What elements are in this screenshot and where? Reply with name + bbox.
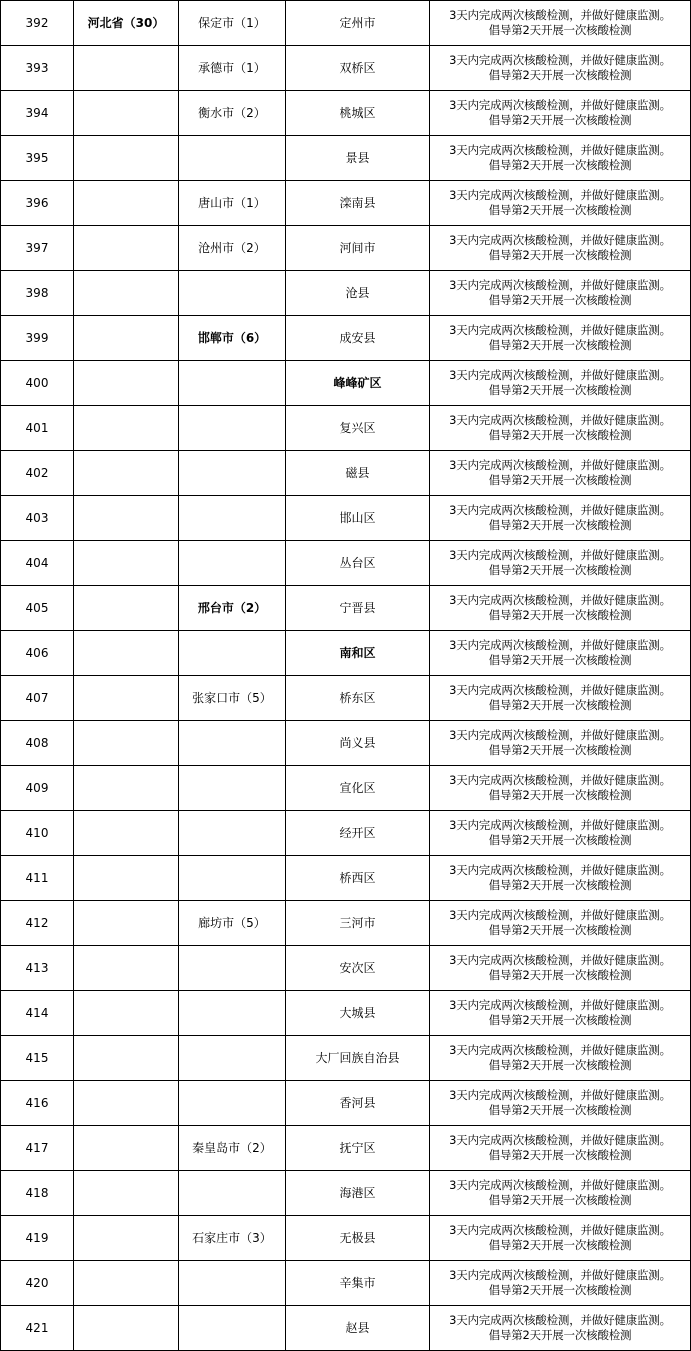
- requirement-line-2: 倡导第2天开展一次核酸检测: [488, 338, 632, 352]
- province-cell: [74, 676, 179, 721]
- row-number-cell: 415: [1, 1036, 74, 1081]
- requirement-line-2: 倡导第2天开展一次核酸检测: [488, 923, 632, 937]
- province-cell: [74, 1261, 179, 1306]
- requirement-line-2: 倡导第2天开展一次核酸检测: [488, 383, 632, 397]
- city-cell: 沧州市（2）: [179, 226, 286, 271]
- province-cell: 河北省（30）: [74, 1, 179, 46]
- city-cell: [179, 406, 286, 451]
- row-number-cell: 413: [1, 946, 74, 991]
- table-row: [1, 586, 691, 631]
- district-cell: 丛台区: [286, 541, 430, 586]
- row-number-cell: 410: [1, 811, 74, 856]
- requirement-cell: [430, 46, 691, 91]
- province-cell: [74, 361, 179, 406]
- district-cell: 南和区: [286, 631, 430, 676]
- city-cell: [179, 1036, 286, 1081]
- table-row: [1, 1081, 691, 1126]
- row-number-cell: 395: [1, 136, 74, 181]
- district-cell: 三河市: [286, 901, 430, 946]
- row-number-cell: 412: [1, 901, 74, 946]
- requirement-cell: [430, 91, 691, 136]
- city-cell: [179, 361, 286, 406]
- district-cell: 景县: [286, 136, 430, 181]
- province-cell: [74, 1216, 179, 1261]
- table-row: [1, 1036, 691, 1081]
- requirement-cell: [430, 316, 691, 361]
- district-cell: 宁晋县: [286, 586, 430, 631]
- requirement-line-1: 3天内完成两次核酸检测，并做好健康监测。: [449, 728, 671, 742]
- requirement-cell: [430, 406, 691, 451]
- row-number-cell: 409: [1, 766, 74, 811]
- table-row: [1, 316, 691, 361]
- requirement-line-2: 倡导第2天开展一次核酸检测: [488, 473, 632, 487]
- table-row: [1, 271, 691, 316]
- requirement-line-2: 倡导第2天开展一次核酸检测: [488, 698, 632, 712]
- table-row: [1, 181, 691, 226]
- requirement-cell: [430, 271, 691, 316]
- table-row: [1, 451, 691, 496]
- requirement-line-2: 倡导第2天开展一次核酸检测: [488, 1148, 632, 1162]
- province-cell: [74, 541, 179, 586]
- table-row: [1, 361, 691, 406]
- requirement-line-1: 3天内完成两次核酸检测，并做好健康监测。: [449, 1223, 671, 1237]
- district-cell: 大城县: [286, 991, 430, 1036]
- requirement-line-1: 3天内完成两次核酸检测，并做好健康监测。: [449, 8, 671, 22]
- row-number-cell: 397: [1, 226, 74, 271]
- requirement-line-1: 3天内完成两次核酸检测，并做好健康监测。: [449, 548, 671, 562]
- district-cell: 成安县: [286, 316, 430, 361]
- requirement-line-2: 倡导第2天开展一次核酸检测: [488, 788, 632, 802]
- city-cell: 石家庄市（3）: [179, 1216, 286, 1261]
- requirement-cell: [430, 226, 691, 271]
- row-number-cell: 401: [1, 406, 74, 451]
- district-cell: 海港区: [286, 1171, 430, 1216]
- city-cell: [179, 721, 286, 766]
- province-cell: [74, 226, 179, 271]
- province-cell: [74, 766, 179, 811]
- requirement-line-1: 3天内完成两次核酸检测，并做好健康监测。: [449, 1178, 671, 1192]
- city-cell: [179, 991, 286, 1036]
- district-cell: 邯山区: [286, 496, 430, 541]
- row-number-cell: 396: [1, 181, 74, 226]
- requirement-line-1: 3天内完成两次核酸检测，并做好健康监测。: [449, 458, 671, 472]
- row-number-cell: 405: [1, 586, 74, 631]
- district-cell: 双桥区: [286, 46, 430, 91]
- city-cell: [179, 271, 286, 316]
- city-cell: 邯郸市（6）: [179, 316, 286, 361]
- requirement-line-1: 3天内完成两次核酸检测，并做好健康监测。: [449, 278, 671, 292]
- city-cell: [179, 856, 286, 901]
- requirement-line-2: 倡导第2天开展一次核酸检测: [488, 1193, 632, 1207]
- requirement-line-1: 3天内完成两次核酸检测，并做好健康监测。: [449, 908, 671, 922]
- requirement-line-2: 倡导第2天开展一次核酸检测: [488, 968, 632, 982]
- requirement-line-2: 倡导第2天开展一次核酸检测: [488, 68, 632, 82]
- requirement-cell: [430, 1126, 691, 1171]
- district-cell: 磁县: [286, 451, 430, 496]
- table-row: [1, 541, 691, 586]
- requirement-line-1: 3天内完成两次核酸检测，并做好健康监测。: [449, 53, 671, 67]
- requirement-cell: [430, 1216, 691, 1261]
- table-row: [1, 136, 691, 181]
- requirement-line-1: 3天内完成两次核酸检测，并做好健康监测。: [449, 188, 671, 202]
- requirement-line-1: 3天内完成两次核酸检测，并做好健康监测。: [449, 1088, 671, 1102]
- requirement-line-1: 3天内完成两次核酸检测，并做好健康监测。: [449, 638, 671, 652]
- city-cell: 衡水市（2）: [179, 91, 286, 136]
- province-cell: [74, 316, 179, 361]
- requirement-line-1: 3天内完成两次核酸检测，并做好健康监测。: [449, 773, 671, 787]
- requirement-cell: [430, 1261, 691, 1306]
- row-number-cell: 408: [1, 721, 74, 766]
- district-cell: 滦南县: [286, 181, 430, 226]
- table-row: [1, 1216, 691, 1261]
- requirement-line-1: 3天内完成两次核酸检测，并做好健康监测。: [449, 413, 671, 427]
- province-cell: [74, 901, 179, 946]
- district-cell: 香河县: [286, 1081, 430, 1126]
- city-cell: 承德市（1）: [179, 46, 286, 91]
- requirement-line-1: 3天内完成两次核酸检测，并做好健康监测。: [449, 683, 671, 697]
- district-cell: 尚义县: [286, 721, 430, 766]
- province-cell: [74, 181, 179, 226]
- table-row: [1, 676, 691, 721]
- city-cell: 秦皇岛市（2）: [179, 1126, 286, 1171]
- requirement-line-1: 3天内完成两次核酸检测，并做好健康监测。: [449, 368, 671, 382]
- province-cell: [74, 811, 179, 856]
- requirement-cell: [430, 451, 691, 496]
- city-cell: [179, 1081, 286, 1126]
- requirement-cell: [430, 676, 691, 721]
- requirement-line-1: 3天内完成两次核酸检测，并做好健康监测。: [449, 1133, 671, 1147]
- requirement-line-1: 3天内完成两次核酸检测，并做好健康监测。: [449, 998, 671, 1012]
- city-cell: [179, 451, 286, 496]
- table-row: [1, 946, 691, 991]
- row-number-cell: 400: [1, 361, 74, 406]
- row-number-cell: 406: [1, 631, 74, 676]
- city-cell: 保定市（1）: [179, 1, 286, 46]
- district-cell: 峰峰矿区: [286, 361, 430, 406]
- requirement-cell: [430, 1171, 691, 1216]
- requirement-cell: [430, 631, 691, 676]
- table-row: [1, 901, 691, 946]
- row-number-cell: 407: [1, 676, 74, 721]
- table-row: [1, 766, 691, 811]
- requirement-line-1: 3天内完成两次核酸检测，并做好健康监测。: [449, 863, 671, 877]
- requirement-line-2: 倡导第2天开展一次核酸检测: [488, 293, 632, 307]
- province-cell: [74, 631, 179, 676]
- table-row: [1, 496, 691, 541]
- table-row: [1, 721, 691, 766]
- requirement-cell: [430, 1036, 691, 1081]
- city-cell: [179, 766, 286, 811]
- district-cell: 赵县: [286, 1306, 430, 1351]
- row-number-cell: 419: [1, 1216, 74, 1261]
- province-cell: [74, 451, 179, 496]
- requirement-cell: [430, 496, 691, 541]
- requirement-line-1: 3天内完成两次核酸检测，并做好健康监测。: [449, 1268, 671, 1282]
- row-number-cell: 403: [1, 496, 74, 541]
- table-row: [1, 226, 691, 271]
- requirement-line-2: 倡导第2天开展一次核酸检测: [488, 608, 632, 622]
- row-number-cell: 418: [1, 1171, 74, 1216]
- table-row: [1, 631, 691, 676]
- city-cell: 唐山市（1）: [179, 181, 286, 226]
- province-cell: [74, 136, 179, 181]
- province-cell: [74, 496, 179, 541]
- province-cell: [74, 721, 179, 766]
- district-cell: 抚宁区: [286, 1126, 430, 1171]
- table-row: [1, 46, 691, 91]
- requirement-cell: [430, 541, 691, 586]
- requirement-line-1: 3天内完成两次核酸检测，并做好健康监测。: [449, 233, 671, 247]
- requirement-cell: [430, 1, 691, 46]
- requirement-cell: [430, 946, 691, 991]
- city-cell: [179, 496, 286, 541]
- district-cell: 定州市: [286, 1, 430, 46]
- district-cell: 大厂回族自治县: [286, 1036, 430, 1081]
- district-cell: 宣化区: [286, 766, 430, 811]
- district-cell: 安次区: [286, 946, 430, 991]
- requirement-line-2: 倡导第2天开展一次核酸检测: [488, 518, 632, 532]
- requirement-line-2: 倡导第2天开展一次核酸检测: [488, 1058, 632, 1072]
- district-cell: 桃城区: [286, 91, 430, 136]
- requirement-cell: [430, 1306, 691, 1351]
- city-cell: [179, 1171, 286, 1216]
- requirement-line-2: 倡导第2天开展一次核酸检测: [488, 113, 632, 127]
- city-cell: [179, 811, 286, 856]
- requirement-cell: [430, 856, 691, 901]
- requirement-cell: [430, 766, 691, 811]
- requirement-cell: [430, 136, 691, 181]
- city-cell: 邢台市（2）: [179, 586, 286, 631]
- row-number-cell: 398: [1, 271, 74, 316]
- requirement-cell: [430, 811, 691, 856]
- requirement-line-1: 3天内完成两次核酸检测，并做好健康监测。: [449, 953, 671, 967]
- requirement-cell: [430, 991, 691, 1036]
- row-number-cell: 399: [1, 316, 74, 361]
- table-row: [1, 1261, 691, 1306]
- row-number-cell: 393: [1, 46, 74, 91]
- province-cell: [74, 1081, 179, 1126]
- row-number-cell: 414: [1, 991, 74, 1036]
- requirement-cell: [430, 721, 691, 766]
- city-cell: 廊坊市（5）: [179, 901, 286, 946]
- requirement-line-2: 倡导第2天开展一次核酸检测: [488, 1328, 632, 1342]
- province-cell: [74, 1036, 179, 1081]
- province-cell: [74, 271, 179, 316]
- row-number-cell: 404: [1, 541, 74, 586]
- district-cell: 沧县: [286, 271, 430, 316]
- row-number-cell: 394: [1, 91, 74, 136]
- province-cell: [74, 586, 179, 631]
- province-cell: [74, 1171, 179, 1216]
- table-row: [1, 811, 691, 856]
- table-row: [1, 91, 691, 136]
- requirement-line-1: 3天内完成两次核酸检测，并做好健康监测。: [449, 1313, 671, 1327]
- requirement-cell: [430, 181, 691, 226]
- requirement-line-2: 倡导第2天开展一次核酸检测: [488, 23, 632, 37]
- table-body: [1, 1, 691, 1351]
- province-cell: [74, 856, 179, 901]
- table-row: [1, 991, 691, 1036]
- row-number-cell: 392: [1, 1, 74, 46]
- table-row: [1, 1306, 691, 1351]
- city-cell: [179, 136, 286, 181]
- province-cell: [74, 46, 179, 91]
- requirement-cell: [430, 901, 691, 946]
- requirement-line-2: 倡导第2天开展一次核酸检测: [488, 563, 632, 577]
- district-cell: 桥西区: [286, 856, 430, 901]
- requirement-line-1: 3天内完成两次核酸检测，并做好健康监测。: [449, 1043, 671, 1057]
- requirement-line-2: 倡导第2天开展一次核酸检测: [488, 203, 632, 217]
- requirement-line-2: 倡导第2天开展一次核酸检测: [488, 158, 632, 172]
- table-row: [1, 856, 691, 901]
- table-row: [1, 406, 691, 451]
- requirement-line-2: 倡导第2天开展一次核酸检测: [488, 1238, 632, 1252]
- city-cell: [179, 631, 286, 676]
- requirement-line-2: 倡导第2天开展一次核酸检测: [488, 1013, 632, 1027]
- city-cell: 张家口市（5）: [179, 676, 286, 721]
- district-cell: 辛集市: [286, 1261, 430, 1306]
- requirement-cell: [430, 1081, 691, 1126]
- requirement-line-2: 倡导第2天开展一次核酸检测: [488, 743, 632, 757]
- row-number-cell: 420: [1, 1261, 74, 1306]
- requirement-line-1: 3天内完成两次核酸检测，并做好健康监测。: [449, 143, 671, 157]
- row-number-cell: 421: [1, 1306, 74, 1351]
- city-cell: [179, 1261, 286, 1306]
- district-cell: 河间市: [286, 226, 430, 271]
- requirement-line-2: 倡导第2天开展一次核酸检测: [488, 653, 632, 667]
- requirement-line-2: 倡导第2天开展一次核酸检测: [488, 833, 632, 847]
- table-row: [1, 1171, 691, 1216]
- province-cell: [74, 1306, 179, 1351]
- requirement-line-2: 倡导第2天开展一次核酸检测: [488, 248, 632, 262]
- requirement-cell: [430, 586, 691, 631]
- row-number-cell: 416: [1, 1081, 74, 1126]
- province-cell: [74, 946, 179, 991]
- table-row: [1, 1126, 691, 1171]
- row-number-cell: 402: [1, 451, 74, 496]
- requirement-line-2: 倡导第2天开展一次核酸检测: [488, 428, 632, 442]
- row-number-cell: 417: [1, 1126, 74, 1171]
- district-cell: 复兴区: [286, 406, 430, 451]
- province-cell: [74, 406, 179, 451]
- table-row: [1, 1, 691, 46]
- requirement-line-1: 3天内完成两次核酸检测，并做好健康监测。: [449, 593, 671, 607]
- requirement-line-2: 倡导第2天开展一次核酸检测: [488, 1103, 632, 1117]
- city-cell: [179, 541, 286, 586]
- district-cell: 经开区: [286, 811, 430, 856]
- province-cell: [74, 1126, 179, 1171]
- requirement-line-2: 倡导第2天开展一次核酸检测: [488, 878, 632, 892]
- row-number-cell: 411: [1, 856, 74, 901]
- province-cell: [74, 91, 179, 136]
- district-cell: 无极县: [286, 1216, 430, 1261]
- province-cell: [74, 991, 179, 1036]
- district-cell: 桥东区: [286, 676, 430, 721]
- city-cell: [179, 946, 286, 991]
- requirement-line-1: 3天内完成两次核酸检测，并做好健康监测。: [449, 818, 671, 832]
- requirement-line-1: 3天内完成两次核酸检测，并做好健康监测。: [449, 98, 671, 112]
- requirement-cell: [430, 361, 691, 406]
- requirement-line-2: 倡导第2天开展一次核酸检测: [488, 1283, 632, 1297]
- requirement-line-1: 3天内完成两次核酸检测，并做好健康监测。: [449, 323, 671, 337]
- city-cell: [179, 1306, 286, 1351]
- requirement-line-1: 3天内完成两次核酸检测，并做好健康监测。: [449, 503, 671, 517]
